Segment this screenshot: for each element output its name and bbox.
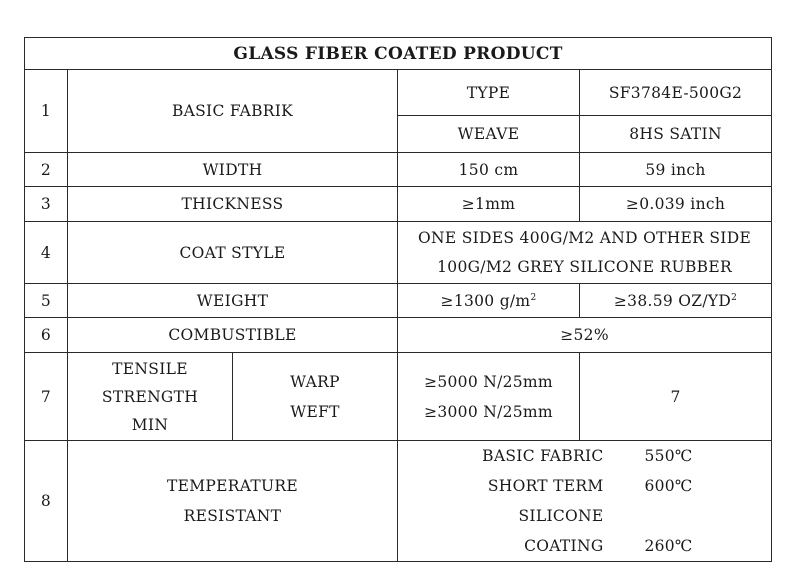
- coat-style-label: COAT STYLE: [68, 222, 398, 284]
- temperature-values: [398, 441, 772, 562]
- table-title: GLASS FIBER COATED PRODUCT: [25, 38, 772, 70]
- weight-metric: ≥1300 $g/m^2$: [398, 284, 580, 318]
- tensile-values: ≥5000 N/25mm ≥3000 N/25mm: [398, 353, 580, 441]
- temperature-item: SHORT TERM 600℃: [487, 477, 693, 495]
- temperature-item: SILICONE COATING 260℃: [518, 507, 693, 555]
- combustible-label: COMBUSTIBLE: [68, 318, 398, 353]
- coat-style-value: [398, 222, 772, 284]
- table-row-basic-type: [25, 70, 772, 116]
- temperature-label: TEMPERATURE RESISTANT: [68, 441, 398, 562]
- thickness-metric: ≥1mm: [398, 187, 580, 222]
- width-imperial: 59 inch: [580, 153, 772, 187]
- thickness-imperial: ≥0.039 inch: [580, 187, 772, 222]
- row-number: 8: [25, 441, 68, 562]
- width-metric: 150 cm: [398, 153, 580, 187]
- type-key: TYPE: [398, 70, 580, 116]
- title-row: [25, 38, 772, 70]
- combustible-value: ≥52%: [398, 318, 772, 353]
- width-label: WIDTH: [68, 153, 398, 187]
- row-number: 4: [25, 222, 68, 284]
- coat-style-line: 100G/M2 GREY SILICONE RUBBER: [437, 257, 732, 276]
- spec-table: [24, 37, 772, 562]
- row-number: 6: [25, 318, 68, 353]
- weight-imperial: ≥38.59 $OZ/YD^2$: [580, 284, 772, 318]
- row-number: 5: [25, 284, 68, 318]
- row-number: 3: [25, 187, 68, 222]
- temperature-item: BASIC FABRIC 550℃: [482, 447, 693, 465]
- coat-style-line: ONE SIDES 400G/M2 AND OTHER SIDE: [418, 228, 752, 247]
- table-row-tensile: [25, 353, 772, 441]
- row-number: 2: [25, 153, 68, 187]
- table-row-width: [25, 153, 772, 187]
- table-row-combustible: [25, 318, 772, 353]
- weave-value: 8HS SATIN: [580, 116, 772, 153]
- tensile-direction: WARP WEFT: [233, 353, 398, 441]
- table-row-coat: [25, 222, 772, 284]
- row-number: 7: [25, 353, 68, 441]
- table-row-thickness: [25, 187, 772, 222]
- table-row-weight: [25, 284, 772, 318]
- type-value: SF3784E-500G2: [580, 70, 772, 116]
- tensile-extra: 7: [580, 353, 772, 441]
- table-row-temperature: [25, 441, 772, 562]
- row-number: 1: [25, 70, 68, 153]
- weight-label: WEIGHT: [68, 284, 398, 318]
- tensile-label: TENSILE STRENGTH MIN: [68, 353, 233, 441]
- basic-fabrik-label: BASIC FABRIK: [68, 70, 398, 153]
- weave-key: WEAVE: [398, 116, 580, 153]
- thickness-label: THICKNESS: [68, 187, 398, 222]
